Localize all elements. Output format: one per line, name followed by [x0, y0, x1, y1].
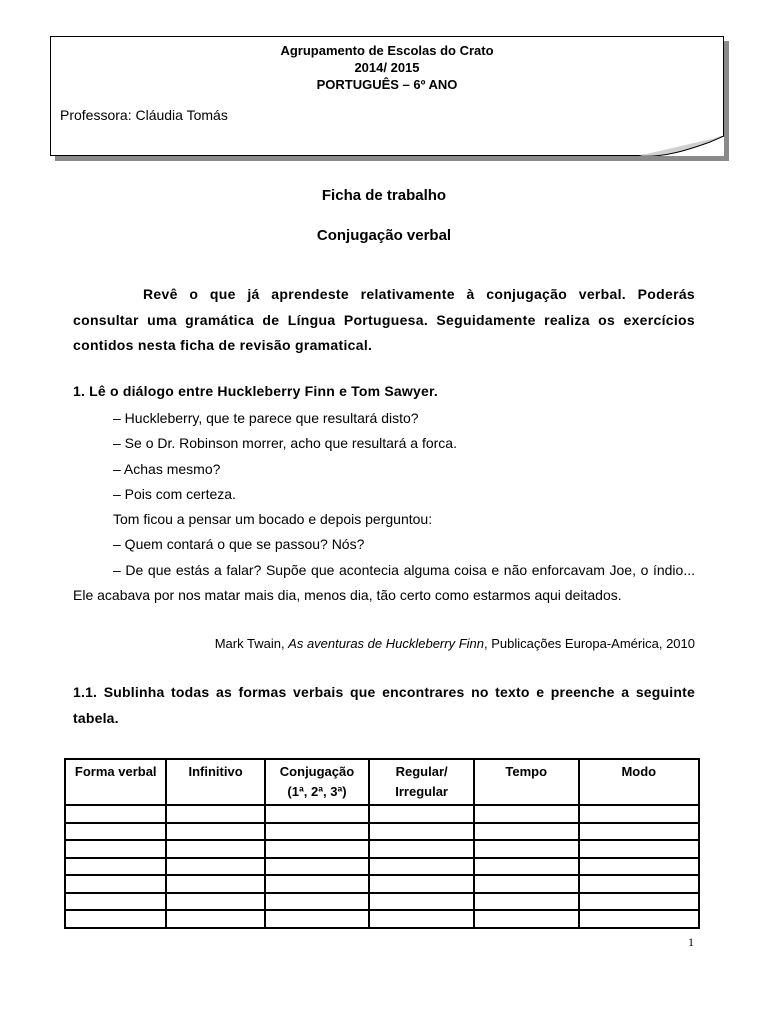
table-cell[interactable] — [369, 893, 474, 911]
table-cell[interactable] — [474, 840, 579, 858]
school-year: 2014/ 2015 — [354, 60, 420, 75]
table-cell[interactable] — [65, 893, 166, 911]
table-cell[interactable] — [166, 910, 264, 928]
school-name: Agrupamento de Escolas do Crato — [280, 43, 494, 58]
table-cell[interactable] — [579, 840, 699, 858]
table-row — [65, 805, 699, 823]
dialog-last-line: – De que estás a falar? Supõe que acontecia alguma coisa e não enforcavam Joe, o índio... Ele acabava por nos matar mais dia, menos dia, tão certo como estarmos aqui deitados. — [73, 561, 695, 604]
dialog-block — [73, 406, 695, 608]
worksheet-subtitle: Conjugação verbal — [316, 227, 452, 244]
dialog-line: Tom ficou a pensar um bocado e depois perguntou: — [113, 511, 433, 528]
table-cell[interactable] — [166, 805, 264, 823]
table-cell[interactable] — [65, 910, 166, 928]
table-cell[interactable] — [265, 858, 370, 876]
table-cell[interactable] — [474, 910, 579, 928]
table-cell[interactable] — [265, 910, 370, 928]
table-cell[interactable] — [369, 910, 474, 928]
intro-paragraph — [73, 282, 695, 359]
dialog-line: – Pois com certeza. — [113, 485, 236, 502]
table-header-row — [65, 759, 699, 805]
table-row — [65, 910, 699, 928]
table-cell[interactable] — [265, 823, 370, 841]
table-cell[interactable] — [579, 893, 699, 911]
exercise-1-1-question: 1.1. Sublinha todas as formas verbais que encontrares no texto e preenche a seguinte tabela. — [73, 684, 695, 726]
text-source — [73, 634, 695, 654]
dialog-line: – Quem contará o que se passou? Nós? — [113, 536, 365, 553]
teacher-name: Professora: Cláudia Tomás — [60, 107, 228, 123]
table-row — [65, 840, 699, 858]
table-row — [65, 875, 699, 893]
source-publisher: , Publicações Europa-América, 2010 — [483, 636, 695, 651]
col-tempo: Tempo — [474, 759, 579, 805]
table-body — [65, 805, 699, 928]
intro-text: Revê o que já aprendeste relativamente à conjugação verbal. Poderás consultar uma gramática de Língua Portuguesa. Seguidamente realiza os exercícios contidos nesta ficha de revisão gramatical. — [73, 286, 695, 353]
table-cell[interactable] — [166, 875, 264, 893]
table-cell[interactable] — [166, 840, 264, 858]
table-cell[interactable] — [65, 840, 166, 858]
table-cell[interactable] — [369, 823, 474, 841]
source-author: Mark Twain, — [214, 636, 289, 651]
table-cell[interactable] — [474, 805, 579, 823]
table-cell[interactable] — [474, 823, 579, 841]
table-cell[interactable] — [579, 875, 699, 893]
table-row — [65, 823, 699, 841]
table-cell[interactable] — [474, 858, 579, 876]
table-cell[interactable] — [65, 823, 166, 841]
table-cell[interactable] — [579, 858, 699, 876]
table-cell[interactable] — [579, 823, 699, 841]
table-cell[interactable] — [65, 858, 166, 876]
worksheet-title: Ficha de trabalho — [321, 187, 447, 204]
table-cell[interactable] — [474, 893, 579, 911]
dialog-line: – Se o Dr. Robinson morrer, acho que resultará a forca. — [113, 435, 457, 452]
col-forma-verbal: Forma verbal — [65, 759, 166, 805]
table-cell[interactable] — [369, 858, 474, 876]
table-cell[interactable] — [579, 805, 699, 823]
table-cell[interactable] — [166, 858, 264, 876]
table-cell[interactable] — [166, 893, 264, 911]
col-conjugacao: Conjugação (1ª, 2ª, 3ª) — [265, 759, 370, 805]
page-curl-icon — [638, 136, 724, 156]
exercise-1-question: 1. Lê o diálogo entre Huckleberry Finn e Tom Sawyer. — [73, 383, 438, 399]
table-cell[interactable] — [369, 805, 474, 823]
col-infinitivo: Infinitivo — [166, 759, 264, 805]
table-row — [65, 858, 699, 876]
table-cell[interactable] — [579, 910, 699, 928]
table-cell[interactable] — [265, 893, 370, 911]
header-box — [50, 36, 724, 156]
page-number: 1 — [688, 935, 694, 949]
table-cell[interactable] — [369, 840, 474, 858]
dialog-line: – Achas mesmo? — [113, 460, 221, 477]
table-row — [65, 893, 699, 911]
table-cell[interactable] — [265, 875, 370, 893]
dialog-line: – Huckleberry, que te parece que resultará disto? — [113, 410, 419, 426]
col-regular-irregular: Regular/ Irregular — [369, 759, 474, 805]
verb-table — [64, 758, 700, 929]
table-cell[interactable] — [65, 805, 166, 823]
header-lines — [51, 37, 723, 93]
col-modo: Modo — [579, 759, 699, 805]
table-cell[interactable] — [265, 805, 370, 823]
table-cell[interactable] — [369, 875, 474, 893]
table-cell[interactable] — [166, 823, 264, 841]
subject-grade: PORTUGUÊS – 6º ANO — [316, 77, 458, 92]
table-cell[interactable] — [265, 840, 370, 858]
source-title: As aventuras de Huckleberry Finn — [288, 636, 484, 651]
table-cell[interactable] — [474, 875, 579, 893]
table-cell[interactable] — [65, 875, 166, 893]
